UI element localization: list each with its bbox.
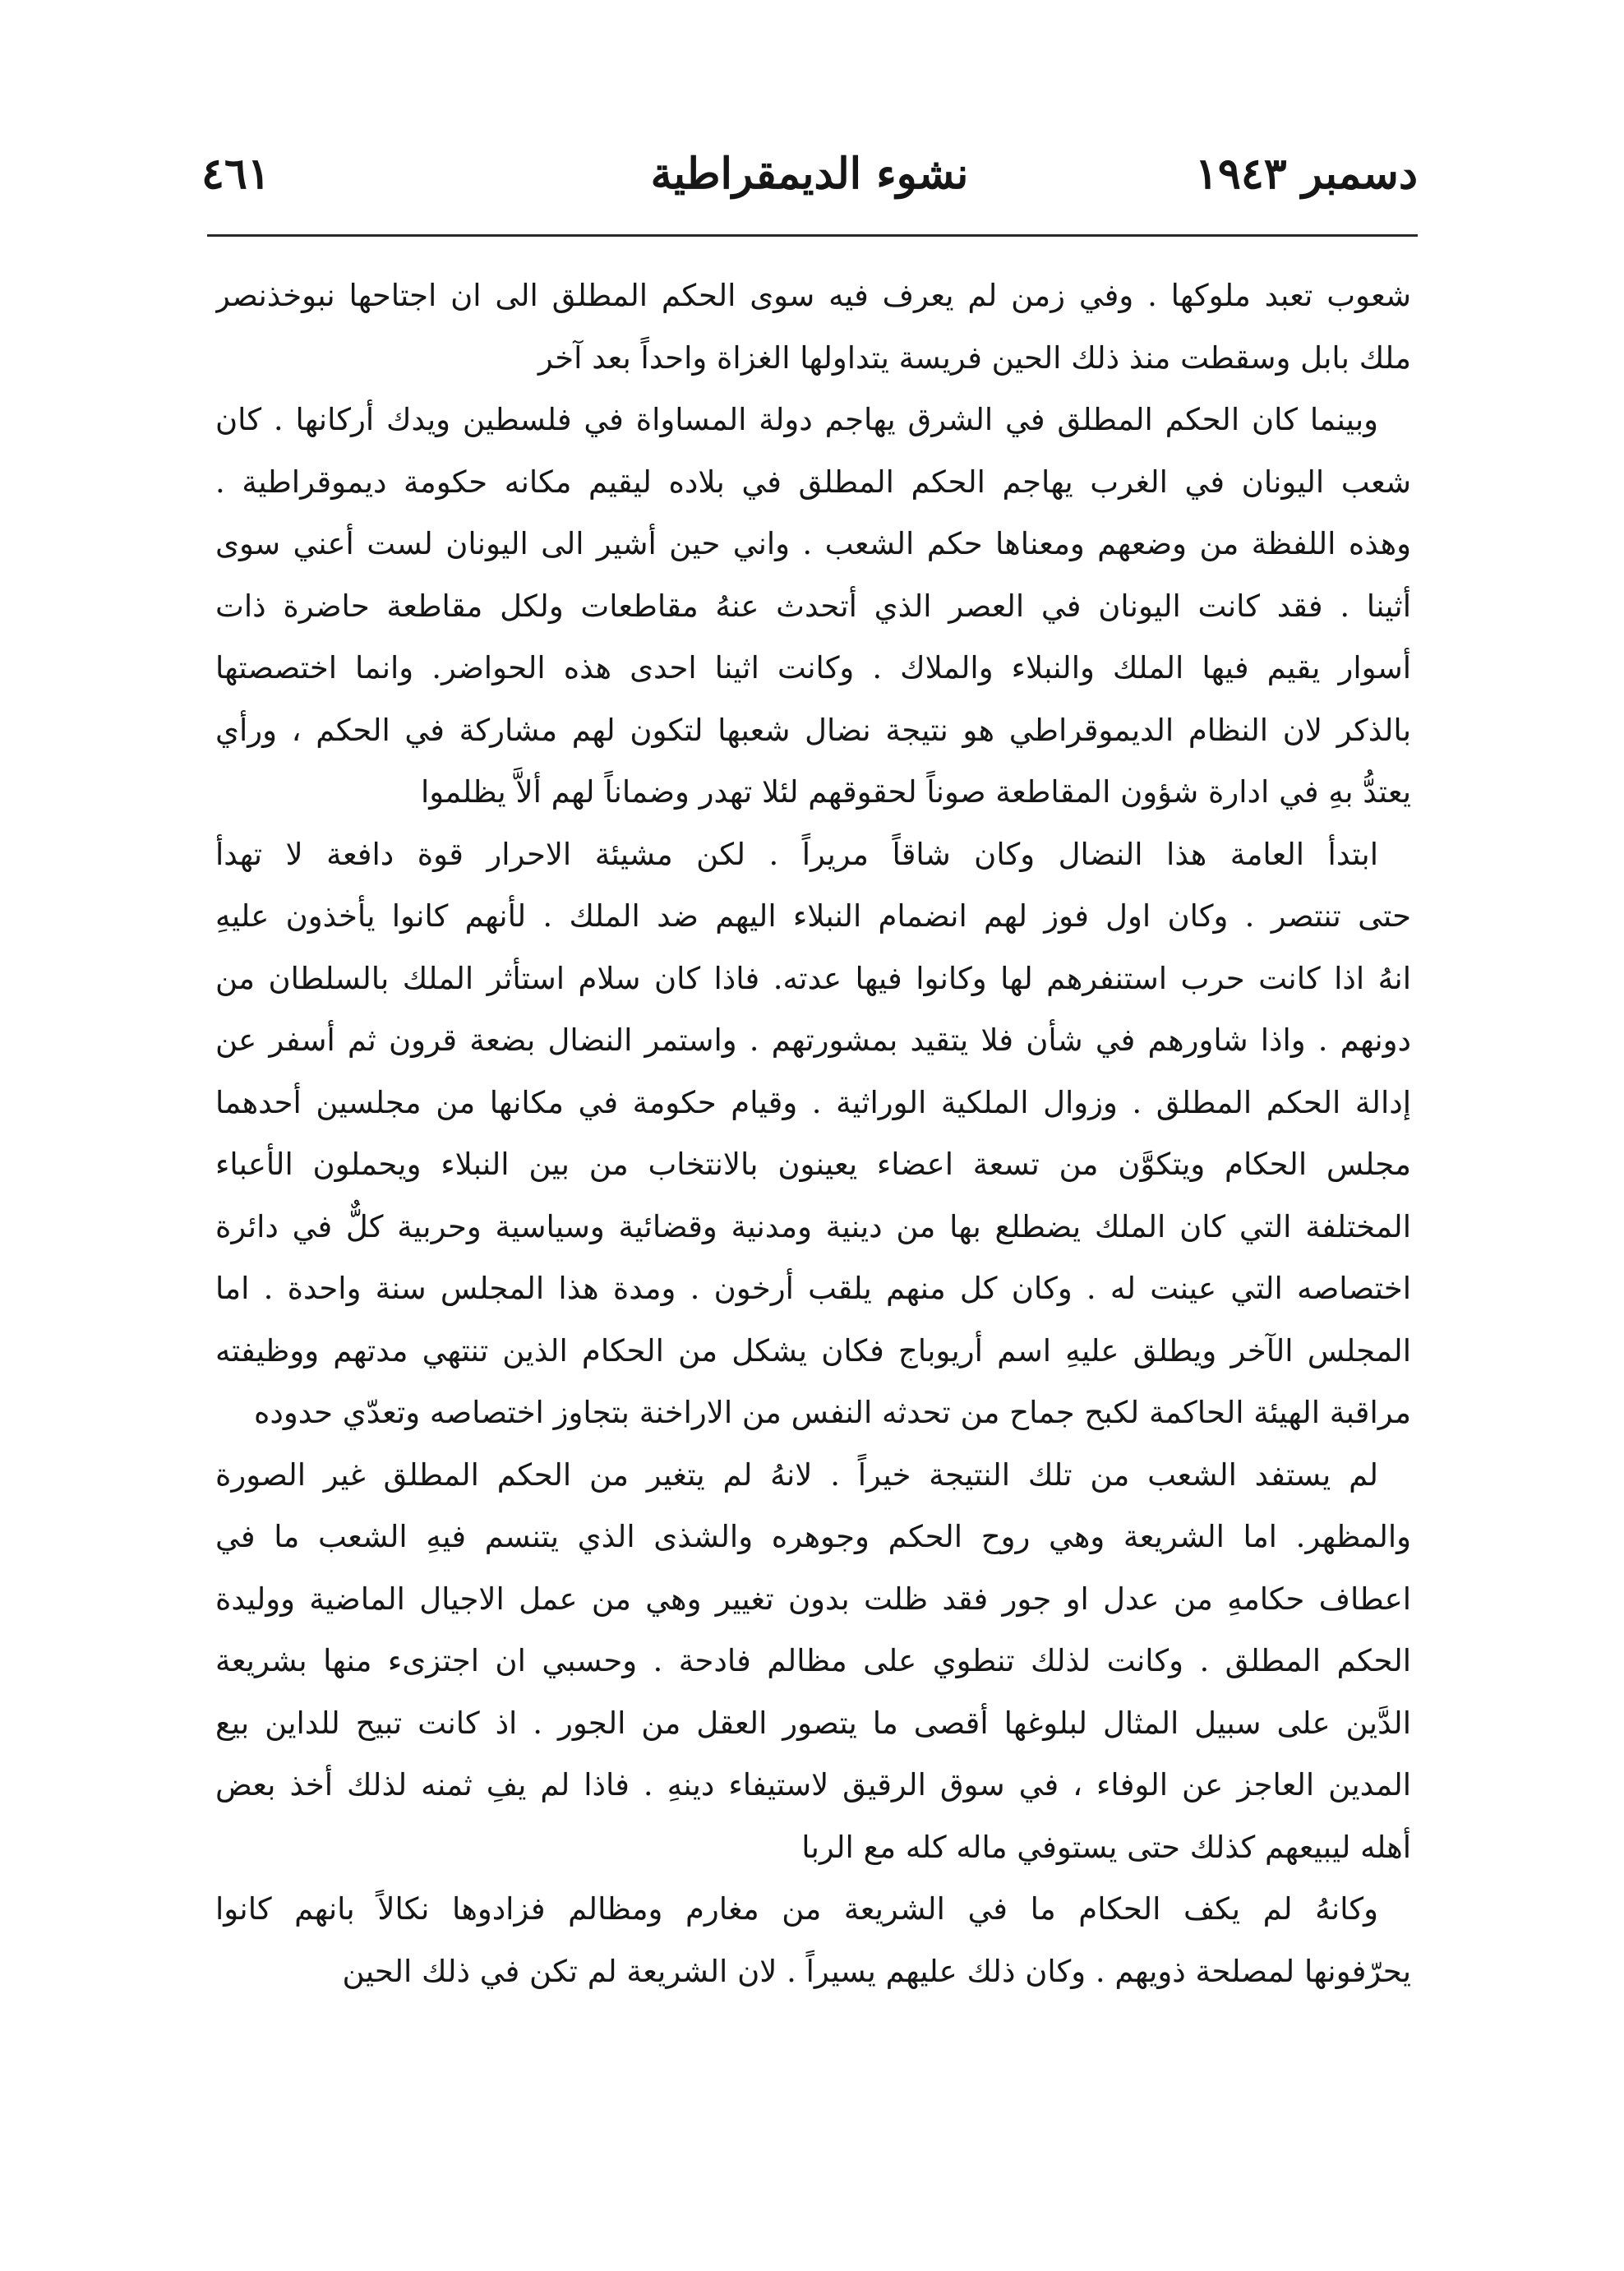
text-line: انهُ اذا كانت حرب استنفرهم لها وكانوا فيها عدته. فاذا كان سلام استأثر الملك بالسلطان من <box>215 960 1411 996</box>
body-text <box>215 265 1411 2002</box>
text-line: الدَّين على سبيل المثال لبلوغها أقصى ما يتصور العقل من الجور . اذ كانت تبيح للداين بيع <box>215 1705 1411 1741</box>
text-line: بالذكر لان النظام الديموقراطي هو نتيجة نضال شعبها لتكون لهم مشاركة في الحكم ، ورأي <box>215 712 1411 748</box>
text-line: لم يستفد الشعب من تلك النتيجة خيراً . لانهُ لم يتغير من الحكم المطلق غير الصورة <box>215 1456 1378 1493</box>
text-line: دونهم . واذا شاورهم في شأن فلا يتقيد بمشورتهم . واستمر النضال بضعة قرون ثم أسفر عن <box>215 1022 1411 1058</box>
text-line: مراقبة الهيئة الحاكمة لكبح جماح من تحدثه النفس من الاراخنة بتجاوز اختصاصه وتعدّي حدوده <box>253 1395 1411 1430</box>
text-line: حتى تنتصر . وكان اول فوز لهم انضمام النبلاء اليهم ضد الملك . لأنهم كانوا يأخذون عليهِ <box>215 898 1411 934</box>
text-line: شعوب تعبد ملوكها . وفي زمن لم يعرف فيه سوى الحكم المطلق الى ان اجتاحها نبوخذنصر <box>215 278 1411 313</box>
text-line: المختلفة التي كان الملك يضطلع بها من دينية ومدنية وقضائية وسياسية وحربية كلٌّ في دائرة <box>215 1208 1411 1244</box>
text-line: أسوار يقيم فيها الملك والنبلاء والملاك . وكانت اثينا احدى هذه الحواضر. وانما اختصصتها <box>215 650 1411 685</box>
text-line: ابتدأ العامة هذا النضال وكان شاقاً مريراً . لكن مشيئة الاحرار قوة دافعة لا تهدأ <box>215 836 1378 872</box>
text-line: إدالة الحكم المطلق . وزوال الملكية الوراثية . وقيام حكومة في مكانها من مجلسين أحدهما <box>215 1084 1411 1120</box>
text-line: أهله ليبيعهم كذلك حتى يستوفي ماله كله مع الربا <box>801 1829 1411 1865</box>
paragraph <box>215 265 1411 389</box>
text-line: اختصاصه التي عينت له . وكان كل منهم يلقب أرخون . ومدة هذا المجلس سنة واحدة . اما <box>215 1271 1411 1306</box>
text-line: وبينما كان الحكم المطلق في الشرق يهاجم دولة المساواة في فلسطين ويدك أركانها . كان <box>215 402 1378 437</box>
paragraph <box>215 1878 1411 2002</box>
text-line: المدين العاجز عن الوفاء ، في سوق الرقيق لاستيفاء دينهِ . فاذا لم يفِ ثمنه لذلك أخذ بعض <box>215 1767 1411 1802</box>
text-line: ملك بابل وسقطت منذ ذلك الحين فريسة يتداولها الغزاة واحداً بعد آخر <box>537 339 1411 376</box>
paragraph <box>215 824 1411 1444</box>
paragraph <box>215 1444 1411 1879</box>
text-line: يحرّفونها لمصلحة ذويهم . وكان ذلك عليهم يسيراً . لان الشريعة لم تكن في ذلك الحين <box>342 1953 1411 1989</box>
text-line: الحكم المطلق . وكانت لذلك تنطوي على مظالم فادحة . وحسبي ان اجتزىء منها بشريعة <box>215 1643 1411 1678</box>
paragraph <box>215 389 1411 824</box>
text-line: والمظهر. اما الشريعة وهي روح الحكم وجوهره والشذى الذي يتنسم فيهِ الشعب ما في <box>215 1519 1411 1554</box>
header-title: نشوء الديمقراطية <box>650 149 969 199</box>
text-line: شعب اليونان في الغرب يهاجم الحكم المطلق في بلاده ليقيم مكانه حكومة ديموقراطية . <box>215 464 1411 500</box>
text-line: مجلس الحكام ويتكوَّن من تسعة اعضاء يعينون بالانتخاب من بين النبلاء ويحملون الأعباء <box>215 1147 1411 1182</box>
text-line: وكانهُ لم يكف الحكام ما في الشريعة من مغارم ومظالم فزادوها نكالاً بانهم كانوا <box>215 1891 1378 1927</box>
text-line: اعطاف حكامهِ من عدل او جور فقد ظلت بدون تغيير وهي من عمل الاجيال الماضية ووليدة <box>215 1581 1411 1617</box>
text-line: يعتدُّ بهِ في ادارة شؤون المقاطعة صوناً لحقوقهم لئلا تهدر وضماناً لهم ألاَّ يظلموا <box>421 774 1411 810</box>
text-line: وهذه اللفظة من وضعهم ومعناها حكم الشعب . واني حين أشير الى اليونان لست أعني سوى <box>215 526 1411 561</box>
text-line: أثينا . فقد كانت اليونان في العصر الذي أتحدث عنهُ مقاطعات ولكل مقاطعة حاضرة ذات <box>215 588 1411 624</box>
header-divider <box>207 234 1418 237</box>
page-header <box>201 140 1418 214</box>
header-date: دسمبر ١٩٤٣ <box>1195 149 1418 199</box>
text-line: المجلس الآخر ويطلق عليهِ اسم أريوباج فكان يشكل من الحكام الذين تنتهي مدتهم ووظيفته <box>215 1332 1411 1369</box>
page-number: ٤٦١ <box>201 149 270 199</box>
